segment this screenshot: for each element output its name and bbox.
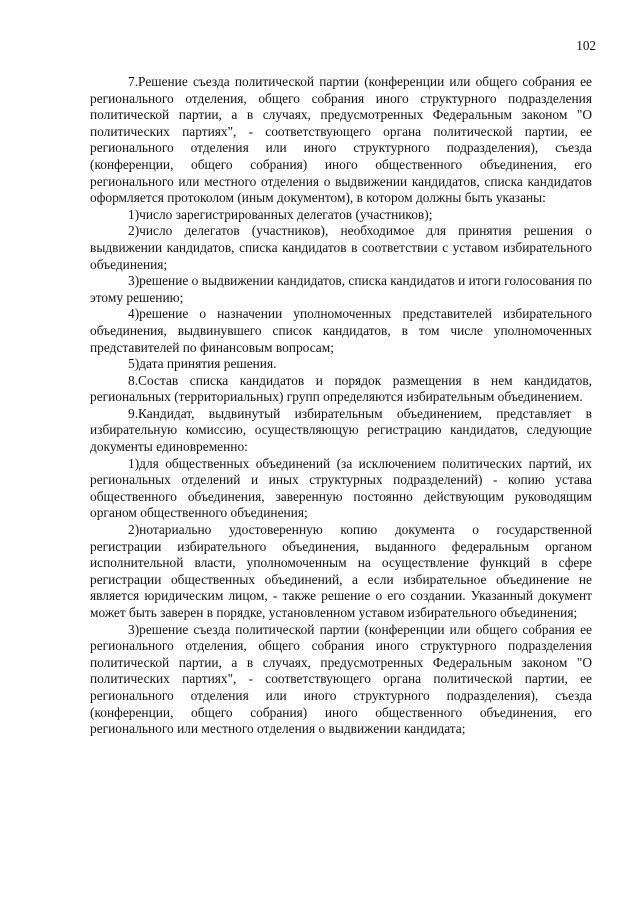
list-item-7-3: 3)решение о выдвижении кандидатов, списка кандидатов и итоги голосования по этому решению; (90, 273, 592, 305)
list-item-7-1: 1)число зарегистрированных делегатов (участников); (128, 206, 433, 222)
list-item-7-2: 2)число делегатов (участников), необходимое для принятия решения о выдвижении кандидатов, списка кандидатов в соответствии с уставом избирательного объединения; (90, 223, 592, 272)
list-item-7-5: 5)дата принятия решения. (128, 356, 277, 372)
paragraph-9: 9.Кандидат, выдвинутый избирательным объединением, представляет в избирательную комиссию, осуществляющую регистрацию кандидатов, следующие документы единовременно: (90, 405, 592, 455)
document-body (90, 74, 592, 738)
list-item-9-2: 2)нотариально удостоверенную копию документа о государственной регистрации избирательного объединения, выданного федеральным органом исполнительной власти, уполномоченным на осуществление функций в сфере регистрации общественных объединений, а если избирательное объединение не является юридическим лицом, - также решение о его создании. Указанный документ может быть заверен в порядке, установленном уставом избирательного объединения; (90, 522, 592, 620)
list-item-9-1: 1)для общественных объединений (за исключением политических партий, их региональных отделений и иных структурных подразделений) - копию устава общественного объединения, заверенную постоянно действующим руководящим органом общественного объединения; (90, 455, 592, 521)
paragraph-7: 7.Решение съезда политической партии (конференции или общего собрания ее регионального отделения, общего собрания иного структурного подразделения политической партии, а в случаях, предусмотренных Федеральным законом "О политических партиях", - соответствующего органа политической партии, ее регионального отделения или иного структурного подразделения), съезда (конференции, общего собрания) иного общественного объединения, его регионального или местного отделения о выдвижении кандидатов, списка кандидатов оформляется протоколом (иным документом), в котором должны быть указаны: (90, 74, 592, 206)
list-item-9-3: 3)решение съезда политической партии (конференции или общего собрания ее регионального отделения, общего собрания иного структурного подразделения политической партии, а в случаях, предусмотренных Федеральным законом "О политических партиях", - соответствующего органа политической партии, ее регионального отделения или иного структурного подразделения), съезда (конференции, общего собрания) иного общественного объединения, его регионального или местного отделения о выдвижении кандидата; (90, 621, 592, 737)
page-number: 102 (576, 38, 596, 53)
paragraph-8: 8.Состав списка кандидатов и порядок размещения в нем кандидатов, региональных (территориальных) групп определяются избирательным объединением. (90, 372, 592, 405)
list-item-7-4: 4)решение о назначении уполномоченных представителей избирательного объединения, выдвинувшего список кандидатов, в том числе уполномоченных представителей по финансовым вопросам; (90, 306, 592, 355)
